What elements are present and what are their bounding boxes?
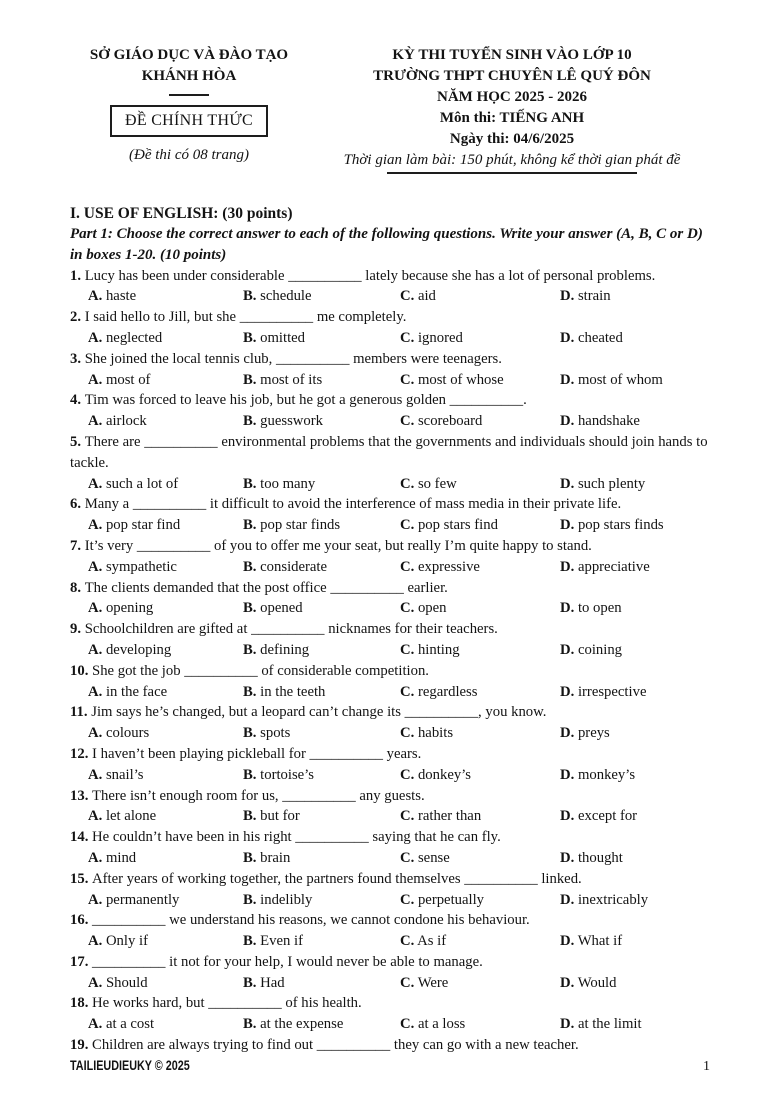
question-options xyxy=(70,411,710,432)
question-options xyxy=(70,848,710,869)
option-a: A. permanently xyxy=(88,891,180,908)
option-d: D. pop stars finds xyxy=(560,517,664,534)
option-c: C. so few xyxy=(400,475,457,492)
option-b: B. opened xyxy=(243,600,303,617)
option-b: B. Even if xyxy=(243,933,303,950)
option-c: C. at a loss xyxy=(400,1016,466,1033)
option-b: B. considerate xyxy=(243,558,328,575)
subject-line: Môn thi: TIẾNG ANH xyxy=(439,110,585,126)
question-text: 6. Many a __________ it difficult to avoid the interference of mass media in their private life. xyxy=(70,496,622,513)
option-c: C. scoreboard xyxy=(400,413,483,430)
option-c: C. habits xyxy=(400,725,454,742)
question-number: 11. xyxy=(70,704,92,721)
question-text: 13. There isn’t enough room for us, __________ any guests. xyxy=(70,787,425,804)
question-block xyxy=(70,952,710,994)
option-d: D. What if xyxy=(560,933,623,950)
option-a: A. in the face xyxy=(88,683,168,700)
option-a: A. mind xyxy=(88,849,137,866)
question-options xyxy=(70,765,710,786)
question-number: 15. xyxy=(70,870,93,887)
question-block xyxy=(70,993,710,1035)
question-text: 4. Tim was forced to leave his job, but he got a generous golden __________. xyxy=(70,392,527,409)
option-a: A. Should xyxy=(88,974,148,991)
option-a: A. sympathetic xyxy=(88,558,177,575)
question-options xyxy=(70,723,710,744)
question-text: 2. I said hello to Jill, but she __________ me completely. xyxy=(70,309,407,326)
question-text: 17. __________ it not for your help, I would never be able to manage. xyxy=(70,953,483,970)
option-d: D. monkey’s xyxy=(560,766,636,783)
option-b: B. guesswork xyxy=(243,413,323,430)
question-text: 12. I haven’t been playing pickleball for __________ years. xyxy=(70,745,422,762)
header-right-block xyxy=(308,45,710,174)
question-options xyxy=(70,640,710,661)
question-text: 11. Jim says he’s changed, but a leopard can’t change its __________, you know. xyxy=(70,704,547,721)
question-options xyxy=(70,557,710,578)
option-a: A. developing xyxy=(88,641,172,658)
option-c: C. As if xyxy=(400,933,447,950)
option-d: D. such plenty xyxy=(560,475,646,492)
header-left-divider xyxy=(169,94,209,96)
question-text: 1. Lucy has been under considerable __________ lately because she has a lot of personal problems. xyxy=(70,267,656,284)
option-b: B. schedule xyxy=(243,288,312,305)
option-b: B. at the expense xyxy=(243,1016,344,1033)
option-a: A. such a lot of xyxy=(88,475,179,492)
option-d: D. to open xyxy=(560,600,622,617)
option-a: A. opening xyxy=(88,600,154,617)
question-number: 6. xyxy=(70,496,85,513)
question-number: 17. xyxy=(70,953,93,970)
question-number: 14. xyxy=(70,829,93,846)
option-c: C. donkey’s xyxy=(400,766,471,783)
option-a: A. snail’s xyxy=(88,766,144,783)
question-text: 18. He works hard, but __________ of his health. xyxy=(70,995,362,1012)
question-number: 16. xyxy=(70,912,93,929)
option-d: D. inextricably xyxy=(560,891,649,908)
option-c: C. Were xyxy=(400,974,449,991)
option-b: B. brain xyxy=(243,849,291,866)
option-c: C. most of whose xyxy=(400,371,504,388)
option-a: A. most of xyxy=(88,371,151,388)
question-text: 10. She got the job __________ of considerable competition. xyxy=(70,662,429,679)
option-b: B. too many xyxy=(243,475,316,492)
option-a: A. airlock xyxy=(88,413,147,430)
question-block xyxy=(70,349,710,391)
option-a: A. neglected xyxy=(88,329,163,346)
option-b: B. Had xyxy=(243,974,285,991)
question-block xyxy=(70,307,710,349)
footer-copyright: TAILIEUDIEUKY © 2025 xyxy=(70,1058,190,1073)
option-d: D. appreciative xyxy=(560,558,650,575)
question-number: 3. xyxy=(70,350,85,367)
question-text: 7. It’s very __________ of you to offer me your seat, but really I’m quite happy to stand. xyxy=(70,537,592,554)
option-c: C. pop stars find xyxy=(400,517,498,534)
question-options xyxy=(70,806,710,827)
question-block xyxy=(70,578,710,620)
option-a: A. Only if xyxy=(88,933,148,950)
option-c: C. perpetually xyxy=(400,891,485,908)
issuing-org: SỞ GIÁO DỤC VÀ ĐÀO TẠO xyxy=(89,47,289,63)
exam-title-line2: TRƯỜNG THPT CHUYÊN LÊ QUÝ ĐÔN xyxy=(373,68,651,84)
question-options xyxy=(70,1014,710,1035)
option-b: B. pop star finds xyxy=(243,517,341,534)
option-a: A. at a cost xyxy=(88,1016,155,1033)
question-block xyxy=(70,619,710,661)
questions-list xyxy=(70,266,710,1056)
question-block xyxy=(70,869,710,911)
question-text: 15. After years of working together, the partners found themselves __________ linked. xyxy=(70,870,582,887)
exam-header xyxy=(70,45,710,174)
option-b: B. indelibly xyxy=(243,891,313,908)
option-d: D. strain xyxy=(560,288,611,305)
option-c: C. regardless xyxy=(400,683,478,700)
option-c: C. sense xyxy=(400,849,450,866)
question-options xyxy=(70,286,710,307)
question-options xyxy=(70,515,710,536)
question-number: 4. xyxy=(70,392,85,409)
question-text: 19. Children are always trying to find out __________ they can go with a new teacher. xyxy=(70,1037,579,1054)
option-d: D. most of whom xyxy=(560,371,663,388)
option-c: C. hinting xyxy=(400,641,460,658)
question-block xyxy=(70,910,710,952)
option-d: D. coining xyxy=(560,641,623,658)
question-number: 18. xyxy=(70,995,93,1012)
question-options xyxy=(70,370,710,391)
question-number: 5. xyxy=(70,433,85,450)
option-d: D. Would xyxy=(560,974,617,991)
question-number: 7. xyxy=(70,537,85,554)
question-text: 3. She joined the local tennis club, __________ members were teenagers. xyxy=(70,350,502,367)
duration-note: Thời gian làm bài: 150 phút, không kể thời gian phát đề xyxy=(343,152,681,168)
option-c: C. open xyxy=(400,600,447,617)
school-year-line: NĂM HỌC 2025 - 2026 xyxy=(437,89,587,105)
option-d: D. cheated xyxy=(560,329,623,346)
question-block xyxy=(70,827,710,869)
official-exam-stamp: ĐỀ CHÍNH THỨC xyxy=(110,105,268,137)
question-text: 8. The clients demanded that the post office __________ earlier. xyxy=(70,579,448,596)
question-block xyxy=(70,661,710,703)
question-number: 10. xyxy=(70,662,93,679)
option-c: C. rather than xyxy=(400,808,482,825)
question-number: 12. xyxy=(70,745,93,762)
option-b: B. in the teeth xyxy=(243,683,326,700)
question-block xyxy=(70,494,710,536)
question-options xyxy=(70,598,710,619)
question-options xyxy=(70,682,710,703)
option-b: B. most of its xyxy=(243,371,323,388)
exam-title-line1: KỲ THI TUYỂN SINH VÀO LỚP 10 xyxy=(392,47,632,63)
question-block xyxy=(70,432,710,494)
option-b: B. defining xyxy=(243,641,310,658)
option-a: A. let alone xyxy=(88,808,157,825)
option-b: B. omitted xyxy=(243,329,306,346)
option-d: D. at the limit xyxy=(560,1016,642,1033)
option-d: D. thought xyxy=(560,849,623,866)
option-c: C. expressive xyxy=(400,558,480,575)
question-block xyxy=(70,536,710,578)
issuing-province: KHÁNH HÒA xyxy=(141,68,237,84)
question-number: 2. xyxy=(70,309,85,326)
question-options xyxy=(70,328,710,349)
option-d: D. handshake xyxy=(560,413,640,430)
question-block xyxy=(70,390,710,432)
question-number: 13. xyxy=(70,787,93,804)
page-number: 1 xyxy=(703,1059,710,1074)
option-b: B. tortoise’s xyxy=(243,766,314,783)
duration-underline xyxy=(387,172,637,174)
question-block xyxy=(70,266,710,308)
question-block xyxy=(70,786,710,828)
exam-date-line: Ngày thi: 04/6/2025 xyxy=(449,131,575,147)
question-options xyxy=(70,890,710,911)
question-options xyxy=(70,973,710,994)
question-block xyxy=(70,744,710,786)
option-a: A. colours xyxy=(88,725,150,742)
question-number: 19. xyxy=(70,1037,93,1054)
question-text: 5. There are __________ environmental problems that the governments and individuals should join hands to tackle. xyxy=(70,433,708,471)
option-a: A. haste xyxy=(88,288,137,305)
option-c: C. ignored xyxy=(400,329,463,346)
option-d: D. irrespective xyxy=(560,683,647,700)
question-text: 16. __________ we understand his reasons, we cannot condone his behaviour. xyxy=(70,912,530,929)
question-number: 9. xyxy=(70,621,85,638)
option-b: B. spots xyxy=(243,725,291,742)
header-left-block xyxy=(70,45,308,174)
option-d: D. except for xyxy=(560,808,638,825)
page-footer xyxy=(70,1058,710,1075)
option-d: D. preys xyxy=(560,725,610,742)
option-a: A. pop star find xyxy=(88,517,181,534)
question-text: 9. Schoolchildren are gifted at __________ nicknames for their teachers. xyxy=(70,621,498,638)
question-options xyxy=(70,474,710,495)
question-text: 14. He couldn’t have been in his right __________ saying that he can fly. xyxy=(70,829,501,846)
question-number: 1. xyxy=(70,267,85,284)
pages-note: (Đề thi có 08 trang) xyxy=(129,147,249,163)
option-c: C. aid xyxy=(400,288,436,305)
part1-instruction: Part 1: Choose the correct answer to each of the following questions. Write your answer (A, B, C or D) in boxes 1-20. (10 points) xyxy=(70,226,703,263)
question-number: 8. xyxy=(70,579,85,596)
question-options xyxy=(70,931,710,952)
question-block xyxy=(70,1035,710,1056)
question-block xyxy=(70,702,710,744)
section-title: I. USE OF ENGLISH: (30 points) xyxy=(70,205,293,222)
option-b: B. but for xyxy=(243,808,300,825)
